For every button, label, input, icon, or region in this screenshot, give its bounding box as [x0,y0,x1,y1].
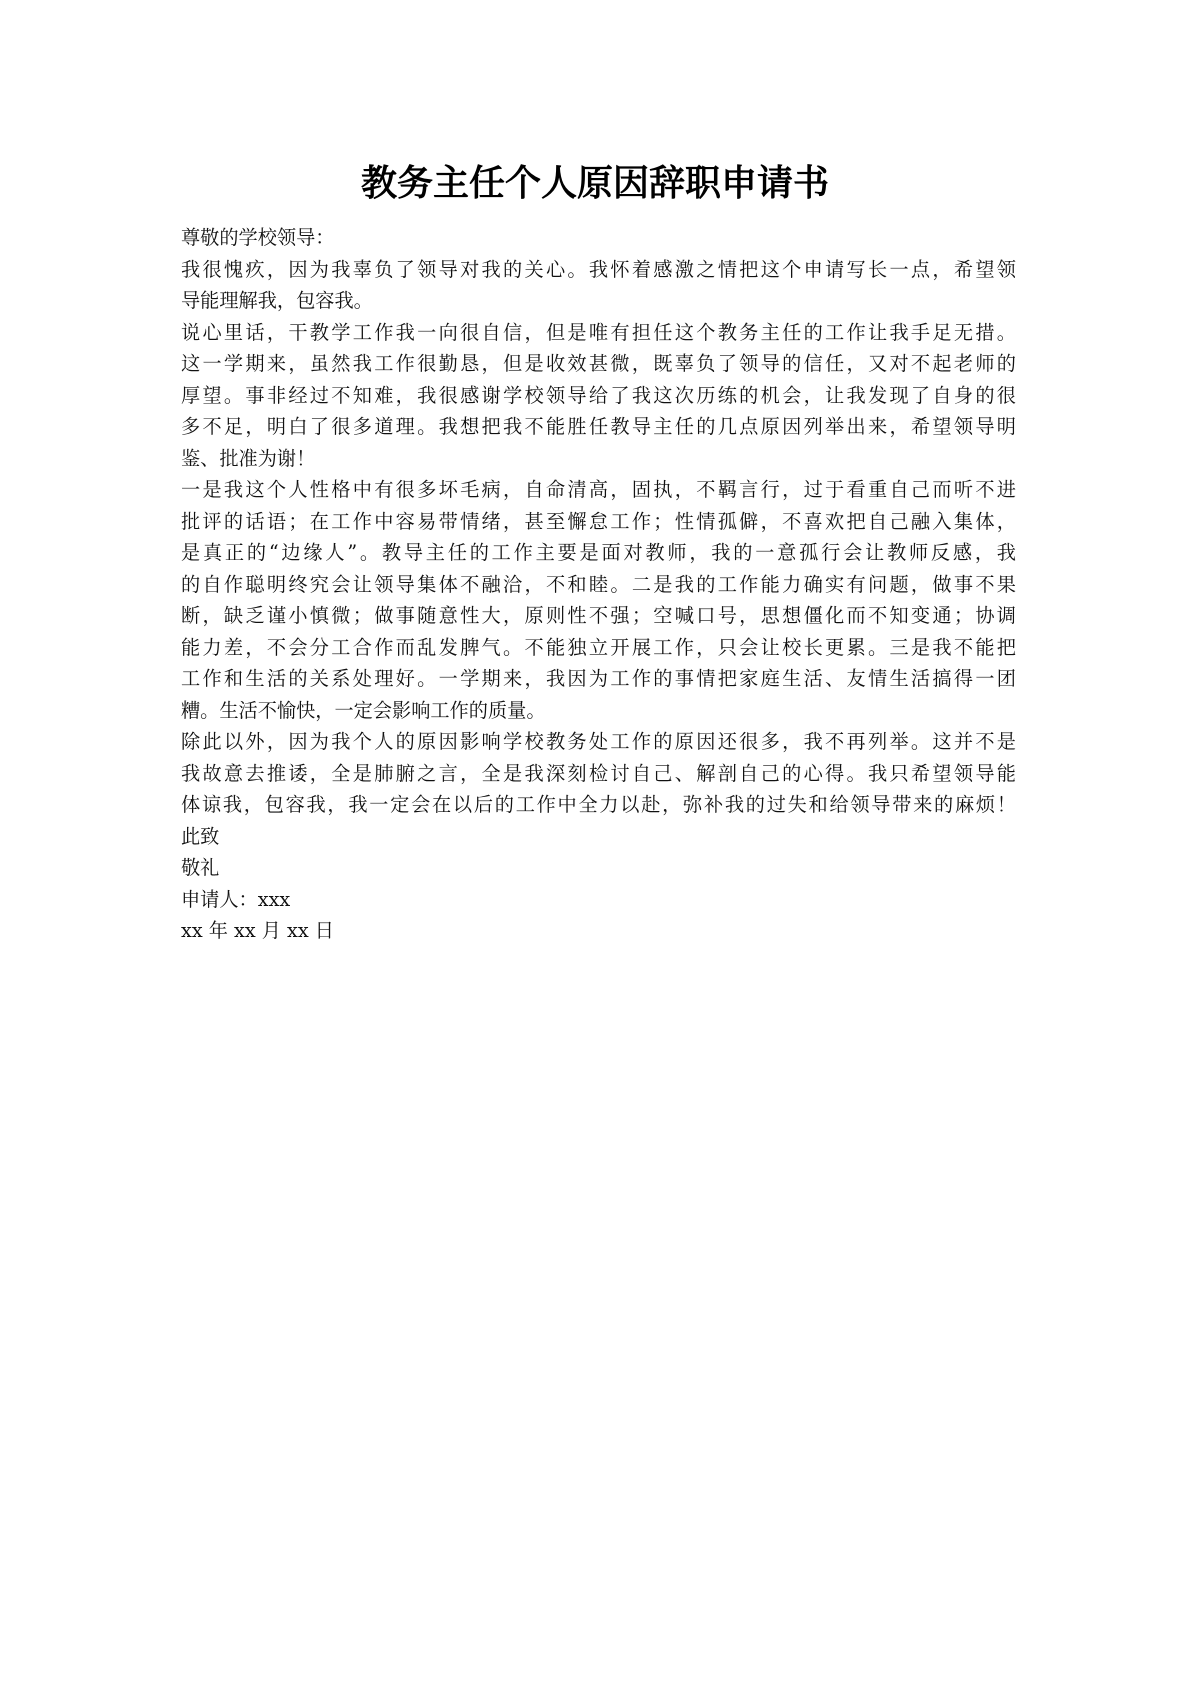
paragraph-4-line-2: 我故意去推诿，全是肺腑之言，全是我深刻检讨自己、解剖自己的心得。我只希望领导能 [181,761,1016,785]
paragraph-4-line-1: 除此以外，因为我个人的原因影响学校教务处工作的原因还很多，我不再列举。这并不是 [181,730,1016,753]
paragraph-3-line-1: 一是我这个人性格中有很多坏毛病，自命清高，固执，不羁言行，过于看重自己而听不进 [181,478,1016,501]
document-body [181,222,1016,947]
salutation: 尊敬的学校领导： [181,226,335,249]
paragraph-2-line-2: 这一学期来，虽然我工作很勤恳，但是收效甚微，既辜负了领导的信任，又对不起老师的 [181,352,1016,375]
document-title: 教务主任个人原因辞职申请书 [360,163,829,204]
closing-jingli: 敬礼 [181,856,220,879]
paragraph-4-line-3: 体谅我，包容我，我一定会在以后的工作中全力以赴，弥补我的过失和给领导带来的麻烦！ [181,793,1016,816]
closing-cizhi: 此致 [181,824,220,848]
paragraph-3-line-4: 的自作聪明终究会让领导集体不融洽，不和睦。二是我的工作能力确实有问题，做事不果 [181,572,1016,596]
paragraph-1-line-2: 导能理解我，包容我。 [181,289,373,312]
date-line: xx 年 xx 月 xx 日 [181,919,334,942]
paragraph-3-line-5: 断，缺乏谨小慎微；做事随意性大，原则性不强；空喊口号，思想僵化而不知变通；协调 [181,604,1016,627]
paragraph-2-line-3: 厚望。事非经过不知难，我很感谢学校领导给了我这次历练的机会，让我发现了自身的很 [181,383,1016,407]
paragraph-3-line-6: 能力差，不会分工合作而乱发脾气。不能独立开展工作，只会让校长更累。三是我不能把 [181,635,1016,659]
paragraph-3-line-3: 是真正的“边缘人”。教导主任的工作主要是面对教师，我的一意孤行会让教师反感，我 [181,541,1016,564]
paragraph-2-line-1: 说心里话，干教学工作我一向很自信，但是唯有担任这个教务主任的工作让我手足无措。 [181,320,1016,344]
paragraph-3-line-8: 糟。生活不愉快，一定会影响工作的质量。 [181,698,546,722]
paragraph-2-line-5: 鉴、批准为谢！ [181,446,316,470]
paragraph-3-line-2: 批评的话语；在工作中容易带情绪，甚至懈怠工作；性情孤僻，不喜欢把自己融入集体， [181,509,1016,533]
paragraph-1-line-1: 我很愧疚，因为我辜负了领导对我的关心。我怀着感激之情把这个申请写长一点，希望领 [181,257,1016,281]
applicant-signature: 申请人：xxx [181,887,291,911]
paragraph-2-line-4: 多不足，明白了很多道理。我想把我不能胜任教导主任的几点原因列举出来，希望领导明 [181,415,1016,438]
paragraph-3-line-7: 工作和生活的关系处理好。一学期来，我因为工作的事情把家庭生活、友情生活搞得一团 [181,667,1016,690]
